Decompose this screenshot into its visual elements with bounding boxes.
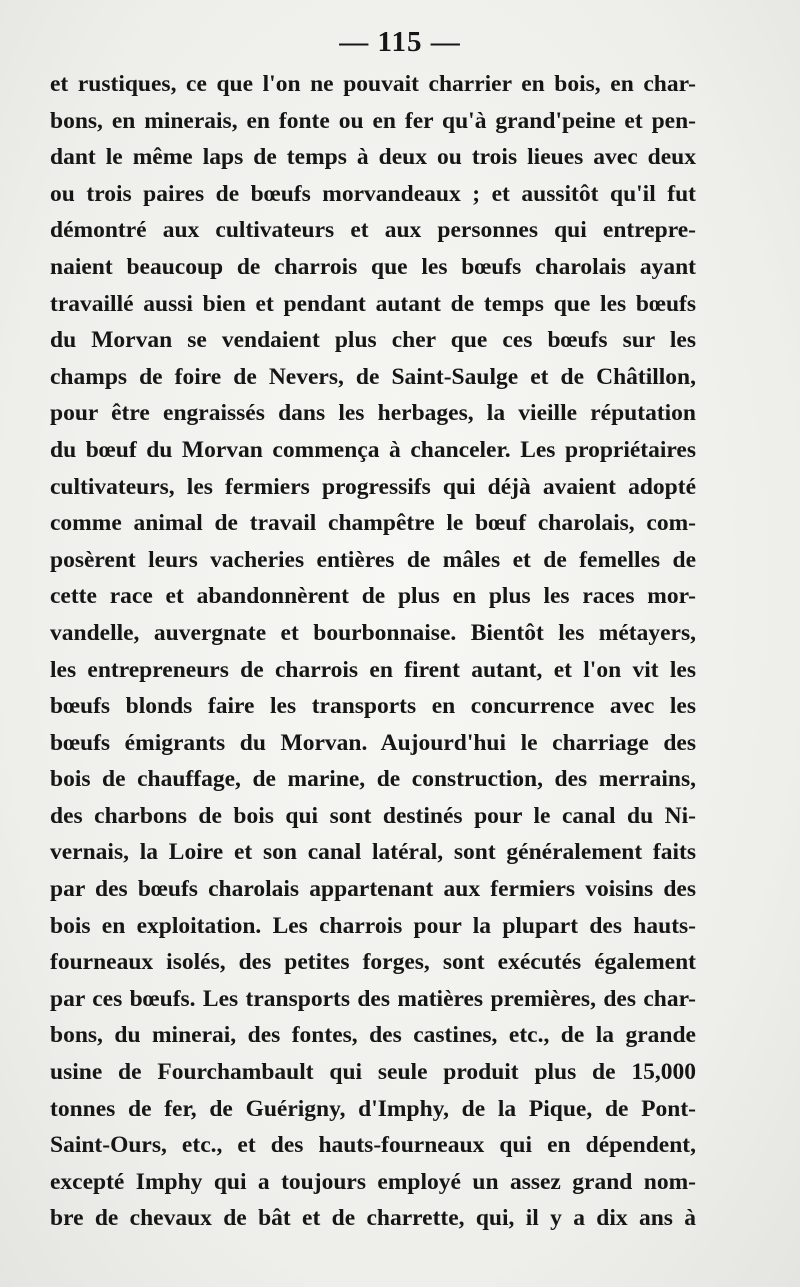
text-line: bœufs blonds faire les transports en concurrence avec les bbox=[50, 693, 696, 720]
text-line: bois de chauffage, de marine, de construction, des merrains, bbox=[50, 766, 696, 793]
text-line: et rustiques, ce que l'on ne pouvait charrier en bois, en char- bbox=[50, 71, 696, 97]
text-line: bre de chevaux de bât et de charrette, qui, il y a dix ans à bbox=[50, 1205, 696, 1232]
text-line: comme animal de travail champêtre le bœuf charolais, com- bbox=[50, 510, 696, 537]
text-line: du bœuf du Morvan commença à chanceler. Les propriétaires bbox=[50, 436, 696, 463]
text-line: bons, en minerais, en fonte ou en fer qu'à grand'peine et pen- bbox=[50, 107, 696, 134]
text-line: posèrent leurs vacheries entières de mâles et de femelles de bbox=[50, 546, 696, 573]
text-line: fourneaux isolés, des petites forges, sont exécutés également bbox=[50, 949, 696, 976]
text-line: tonnes de fer, de Guérigny, d'Imphy, de la Pique, de Pont- bbox=[50, 1095, 696, 1122]
text-line: cultivateurs, les fermiers progressifs qui déjà avaient adopté bbox=[50, 473, 696, 500]
text-line: cette race et abandonnèrent de plus en plus les races mor- bbox=[50, 583, 696, 610]
text-line: par des bœufs charolais appartenant aux fermiers voisins des bbox=[50, 876, 696, 903]
text-line: vernais, la Loire et son canal latéral, sont généralement faits bbox=[50, 839, 696, 866]
text-line: dant le même laps de temps à deux ou trois lieues avec deux bbox=[50, 144, 696, 171]
text-line: naient beaucoup de charrois que les bœufs charolais ayant bbox=[50, 253, 696, 280]
text-line: démontré aux cultivateurs et aux personnes qui entrepre- bbox=[50, 217, 696, 244]
text-line: excepté Imphy qui a toujours employé un assez grand nom- bbox=[50, 1168, 696, 1195]
text-line: usine de Fourchambault qui seule produit plus de 15,000 bbox=[50, 1059, 696, 1086]
page-number: — 115 — bbox=[339, 26, 461, 58]
text-line: champs de foire de Nevers, de Saint-Saulge et de Châtillon, bbox=[50, 363, 696, 390]
text-line: Saint-Ours, etc., et des hauts-fourneaux qui en dépendent, bbox=[50, 1132, 696, 1159]
text-line: bois en exploitation. Les charrois pour la plupart des hauts- bbox=[50, 912, 696, 939]
text-line: bœufs émigrants du Morvan. Aujourd'hui le charriage des bbox=[50, 729, 696, 756]
text-line: des charbons de bois qui sont destinés pour le canal du Ni- bbox=[50, 802, 696, 829]
text-line: pour être engraissés dans les herbages, la vieille réputation bbox=[50, 400, 696, 427]
text-line: travaillé aussi bien et pendant autant de temps que les bœufs bbox=[50, 290, 696, 317]
text-line: les entrepreneurs de charrois en firent autant, et l'on vit les bbox=[50, 656, 696, 683]
body-text bbox=[50, 66, 696, 1237]
text-line: vandelle, auvergnate et bourbonnaise. Bientôt les métayers, bbox=[50, 619, 696, 646]
text-line: par ces bœufs. Les transports des matières premières, des char- bbox=[50, 985, 696, 1012]
text-line: ou trois paires de bœufs morvandeaux ; et aussitôt qu'il fut bbox=[50, 180, 696, 207]
text-line: bons, du minerai, des fontes, des castines, etc., de la grande bbox=[50, 1022, 696, 1049]
text-line: du Morvan se vendaient plus cher que ces bœufs sur les bbox=[50, 327, 696, 354]
